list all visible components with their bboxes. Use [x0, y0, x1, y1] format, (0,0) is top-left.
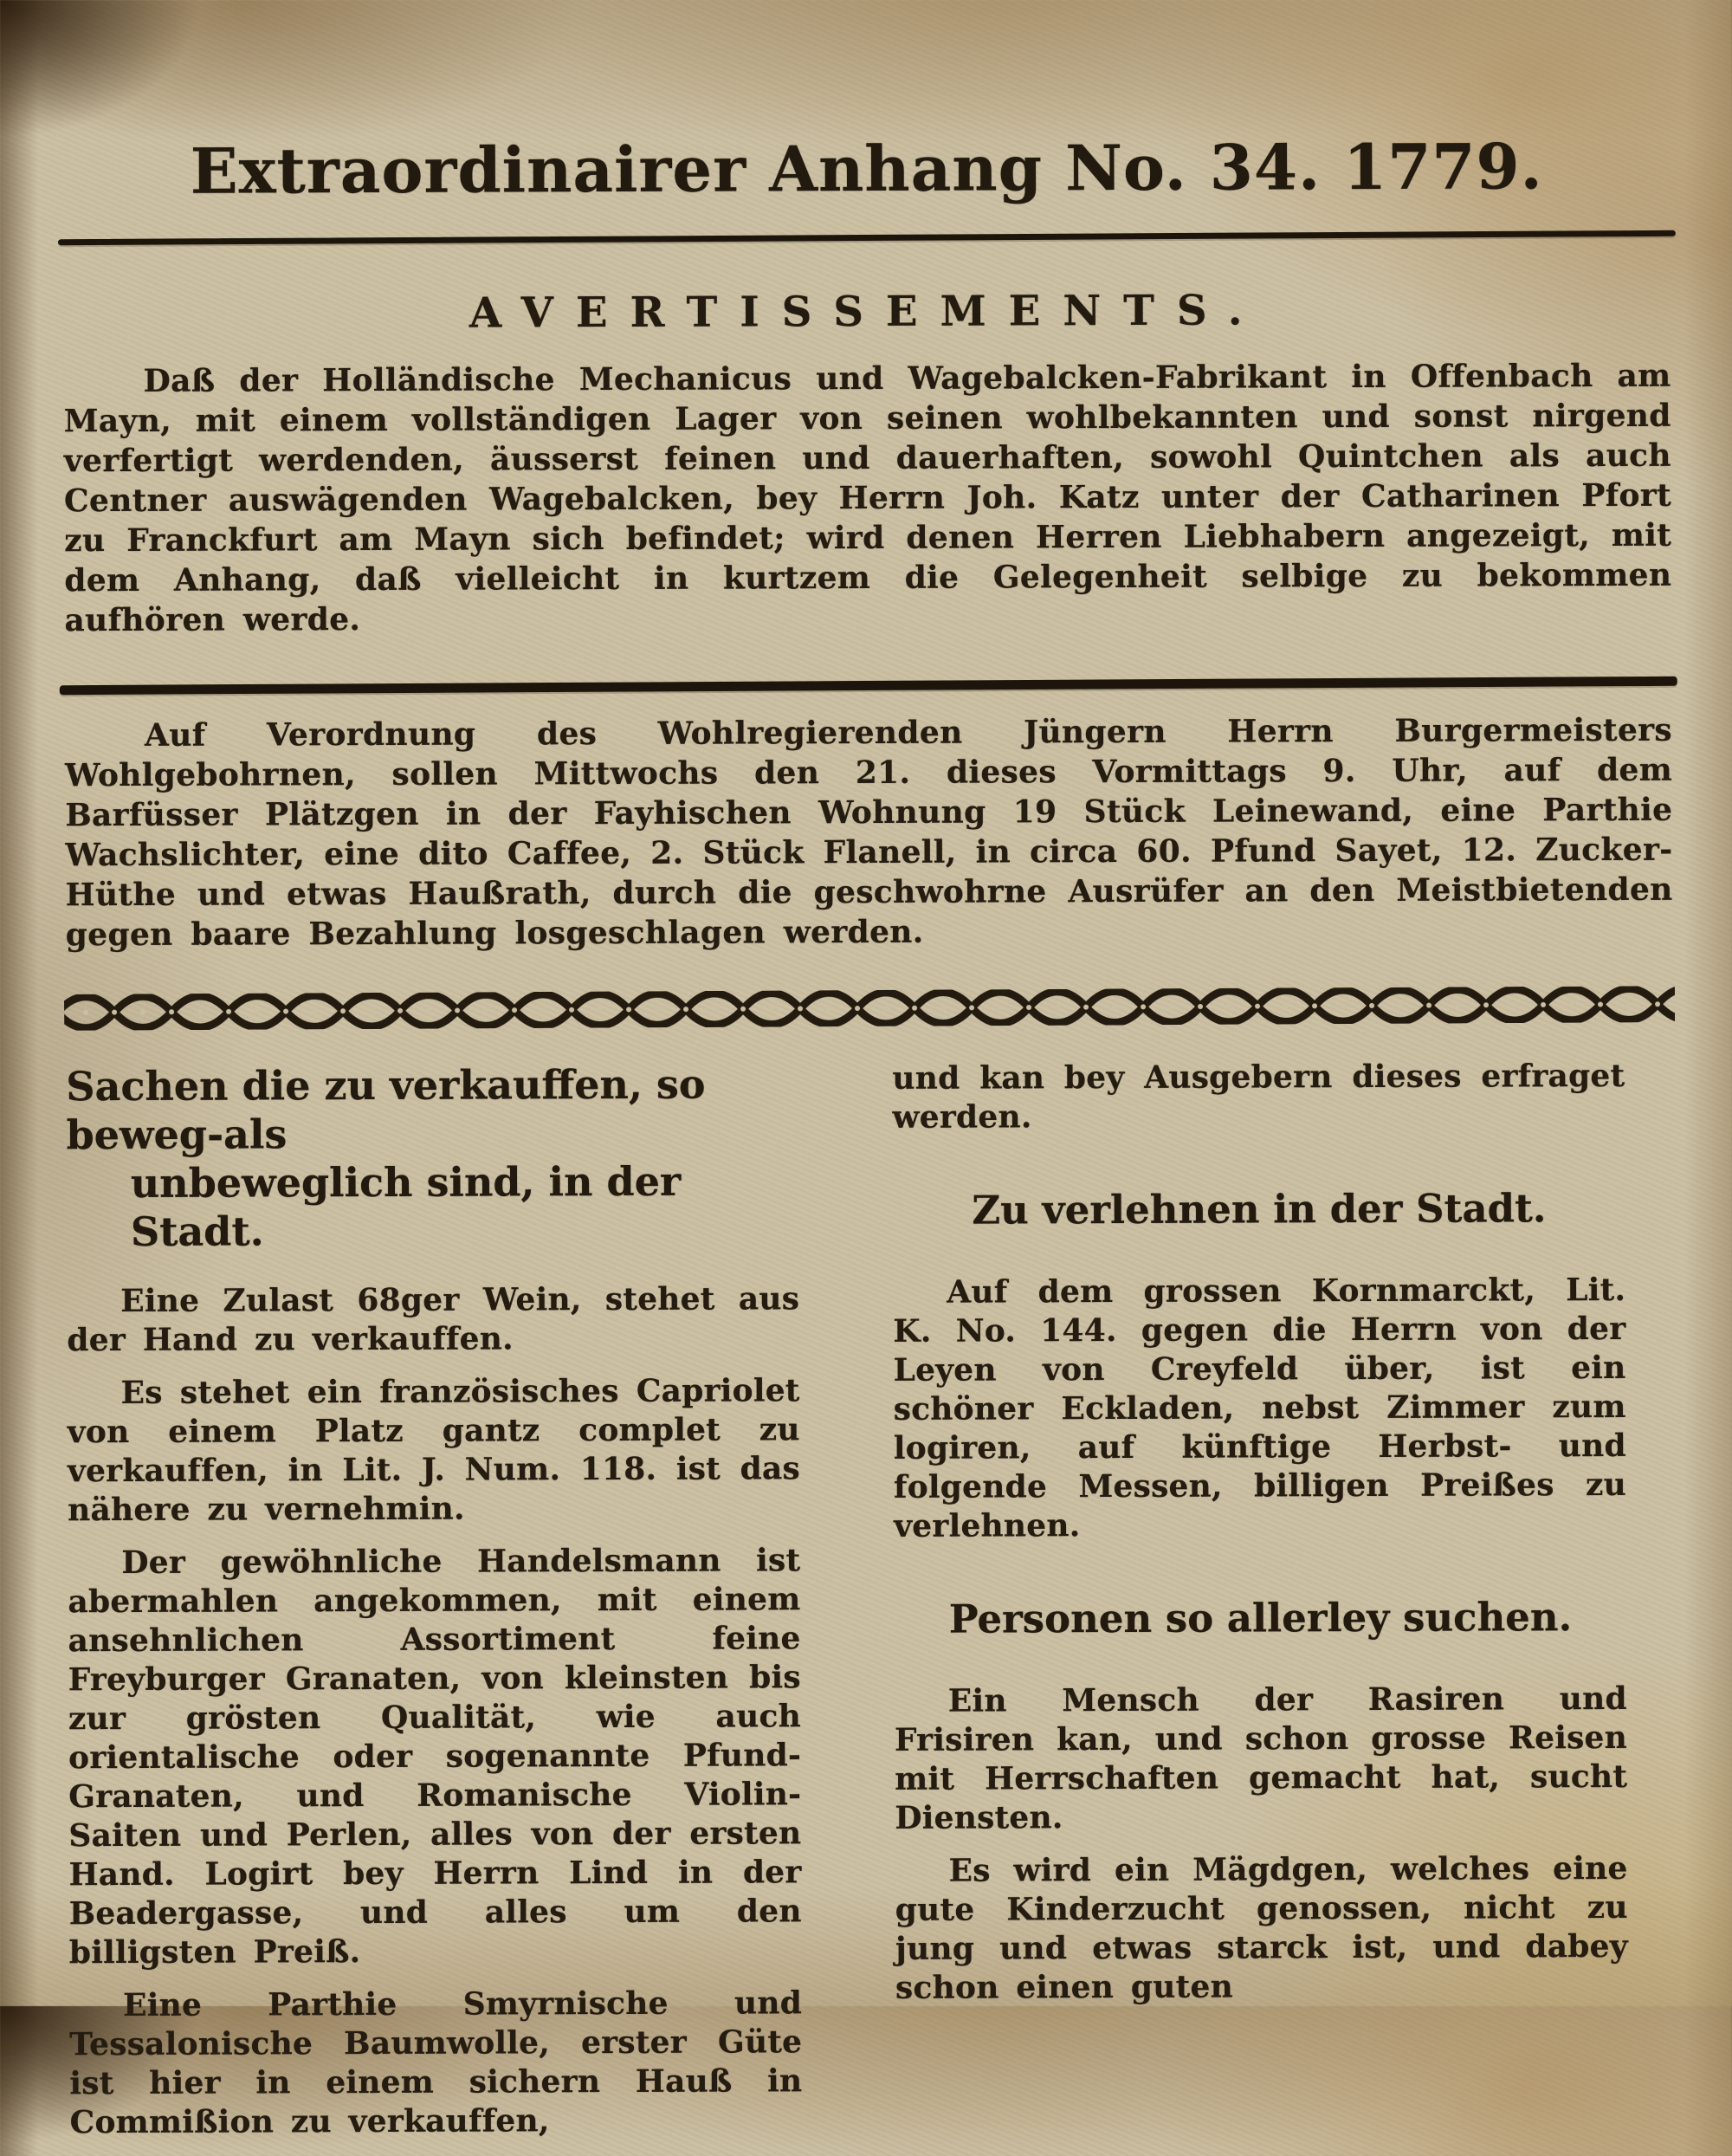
left-column [66, 1059, 802, 2156]
title-divider-rule [58, 230, 1676, 245]
right-column [892, 1057, 1628, 2153]
ad-paragraph-maegdgen: Es wird ein Mägdgen, welches eine gute Kinderzucht genossen, nicht zu jung und etwas starck ist, und dabey schon einen guten [895, 1849, 1628, 2006]
left-column-heading [66, 1059, 799, 1256]
ad-paragraph-handelsmann: Der gewöhnliche Handelsmann ist abermahlen angekommen, mit einem ansehnlichen Assortiment feine Freyburger Granaten, von kleinsten bis zur grösten Qualität, wie auch orientalische oder sogenannte Pfund-Granaten, und Romanische Violin-Saiten und Perlen, alles von der ersten Hand. Logirt bey Herrn Lind in der Beadergasse, und alles um den billigsten Preiß. [68, 1542, 802, 1971]
auction-decree-paragraph: Auf Verordnung des Wohlregierenden Jüngern Herrn Burgermeisters Wohlgebohrnen, sollen Mittwochs den 21. dieses Vormittags 9. Uhr, auf dem Barfüsser Plätzgen in der Fayhischen Wohnung 19 Stück Leinewand, eine Parthie Wachslichter, eine dito Caffee, 2. Stück Flanell, in circa 60. Pfund Sayet, 12. Zucker-Hüthe und etwas Haußrath, durch die geschwohrne Ausrüfer an den Meistbietenden gegen baare Bezahlung losgeschlagen werden. [65, 711, 1673, 954]
ad-paragraph-mensch: Ein Mensch der Rasiren und Frisiren kan, und schon grosse Reisen mit Herrschaften gemacht hat, sucht Diensten. [894, 1680, 1628, 1836]
heading-zu-verlehnen: Zu verlehnen in der Stadt. [972, 1185, 1547, 1233]
ad-paragraph-capriolet: Es stehet ein französisches Capriolet von einem Platz gantz complet zu verkauffen, in Lit. J. Num. 118. ist das nähere zu vernehmin. [67, 1372, 800, 1529]
left-heading-line1: Sachen die zu verkauffen, so beweg-als [66, 1060, 706, 1159]
ad-paragraph-baumwolle: Eine Parthie Smyrnische und Tessalonische Baumwolle, erster Güte ist hier in einem sichern Hauß in Commißion zu verkauffen, [69, 1984, 803, 2141]
ad-paragraph-wine: Eine Zulast 68ger Wein, stehet aus der Hand zu verkauffen. [67, 1280, 800, 1359]
section-divider-rule [60, 677, 1677, 695]
two-column-section [66, 1057, 1677, 2156]
intro-advertisement-paragraph: Daß der Holländische Mechanicus und Wagebalcken-Fabrikant in Offenbach am Mayn, mit einem vollständigen Lager von seinen wohlbekannten und sonst nirgend verfertigt werdenden, äusserst feinen und dauerhaften, sowohl Quintchen als auch Centner auswägenden Wagebalcken, bey Herrn Joh. Katz unter der Catharinen Pfort zu Franckfurt am Mayn sich befindet; wird denen Herren Liebhabern angezeigt, mit dem Anhang, daß vielleicht in kurtzem die Gelegenheit selbige zu bekommen aufhören werde. [63, 357, 1672, 639]
section-heading-avertissements: AVERTISSEMENTS. [469, 286, 1265, 338]
braided-ornament-divider [64, 986, 1675, 1031]
ad-paragraph-kornmarckt: Auf dem grossen Kornmarckt, Lit. K. No. 144. gegen die Herrn von der Leyen von Creyfeld über, ist ein schöner Eckladen, nebst Zimmer zum logiren, auf künftige Herbst- und folgende Messen, billigen Preißes zu verlehnen. [893, 1271, 1627, 1544]
continuation-paragraph: und kan bey Ausgebern dieses erfraget werden. [892, 1057, 1625, 1136]
page-title: Extraordinairer Anhang No. 34. 1779. [190, 129, 1543, 208]
left-heading-line2: unbeweglich sind, in der Stadt. [130, 1157, 682, 1255]
heading-personen-suchen: Personen so allerley suchen. [948, 1594, 1573, 1642]
